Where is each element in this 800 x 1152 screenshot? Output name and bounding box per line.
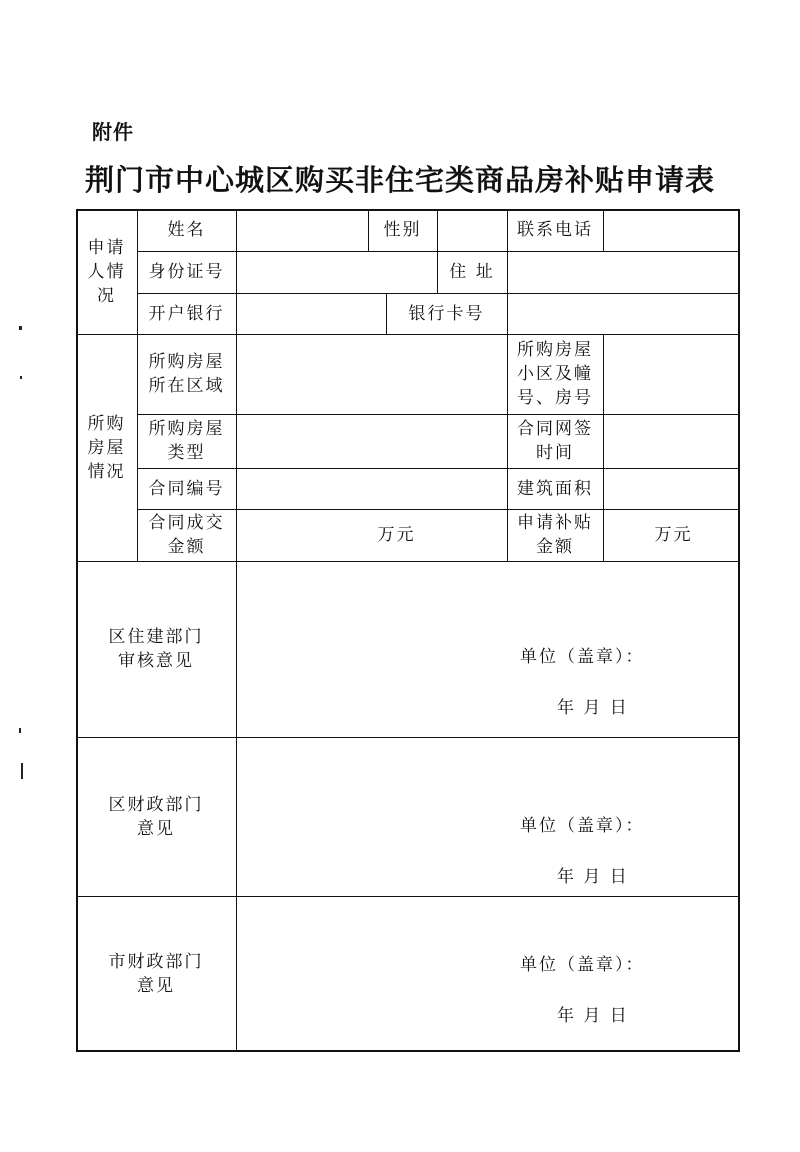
- district-finance-review-label: [76, 737, 236, 896]
- district-housing-review-text: 区住建部门 审核意见: [108, 627, 204, 671]
- district-finance-date-label: 年 月 日: [557, 867, 629, 887]
- subsidy-amount-label: [507, 509, 603, 561]
- card-number-label: [386, 293, 507, 334]
- floor-area-label-text: 建筑面积: [517, 478, 593, 499]
- gender-field[interactable]: [437, 209, 507, 251]
- subsidy-amount-field[interactable]: [603, 509, 740, 561]
- phone-label: [507, 209, 603, 251]
- contract-number-field[interactable]: [236, 468, 507, 509]
- bank-label: [137, 293, 236, 334]
- house-section-label: [76, 334, 137, 561]
- district-housing-date-label: 年 月 日: [557, 698, 629, 718]
- district-label-text: 所购房屋 所在区域: [148, 352, 225, 396]
- contract-number-label-text: 合同编号: [148, 478, 225, 499]
- bank-label-text: 开户银行: [148, 303, 225, 324]
- form-title: 荆门市中心城区购买非住宅类商品房补贴申请表: [84, 163, 715, 197]
- community-label-text: 所购房屋 小区及幢 号、房号: [517, 340, 593, 408]
- sign-time-field[interactable]: [603, 414, 740, 468]
- contract-amount-label: [137, 509, 236, 561]
- attachment-label: 附件: [92, 120, 134, 144]
- scan-speck: [21, 763, 23, 779]
- id-number-label: [137, 251, 236, 293]
- city-finance-review-field[interactable]: [236, 896, 740, 1052]
- city-finance-seal-label: 单位（盖章）：: [520, 955, 645, 975]
- subsidy-amount-unit: 万元: [654, 525, 693, 545]
- house-type-field[interactable]: [236, 414, 507, 468]
- district-housing-seal-label: 单位（盖章）：: [520, 647, 645, 667]
- applicant-section-label: [76, 209, 137, 334]
- card-number-label-text: 银行卡号: [408, 303, 485, 324]
- phone-label-text: 联系电话: [517, 220, 593, 240]
- bank-field[interactable]: [236, 293, 386, 334]
- sign-time-label-text: 合同网签 时间: [517, 419, 593, 463]
- district-field[interactable]: [236, 334, 507, 414]
- scan-speck: [19, 728, 21, 733]
- scan-speck: [20, 376, 22, 379]
- name-label: [137, 209, 236, 251]
- house-type-label-text: 所购房屋 类型: [148, 419, 225, 463]
- scan-speck: [19, 326, 22, 330]
- card-number-field[interactable]: [507, 293, 740, 334]
- district-finance-review-field[interactable]: [236, 737, 740, 896]
- sign-time-label: [507, 414, 603, 468]
- address-field[interactable]: [507, 251, 740, 293]
- city-finance-review-label: [76, 896, 236, 1052]
- district-label: [137, 334, 236, 414]
- name-field[interactable]: [236, 209, 368, 251]
- gender-label-text: 性别: [383, 220, 422, 240]
- floor-area-field[interactable]: [603, 468, 740, 509]
- district-housing-review-label: [76, 561, 236, 737]
- subsidy-amount-label-text: 申请补贴 金额: [517, 513, 593, 557]
- phone-field[interactable]: [603, 209, 740, 251]
- address-label: [437, 251, 507, 293]
- district-housing-review-field[interactable]: [236, 561, 740, 737]
- id-number-label-text: 身份证号: [148, 262, 225, 282]
- name-label-text: 姓名: [167, 220, 206, 240]
- gender-label: [368, 209, 437, 251]
- id-number-field[interactable]: [236, 251, 437, 293]
- city-finance-date-label: 年 月 日: [557, 1006, 629, 1026]
- contract-number-label: [137, 468, 236, 509]
- house-type-label: [137, 414, 236, 468]
- house-section-text: 所购 房屋 情况: [87, 413, 126, 482]
- city-finance-review-text: 市财政部门 意见: [108, 952, 204, 996]
- contract-amount-unit: 万元: [377, 525, 416, 545]
- contract-amount-field[interactable]: [236, 509, 507, 561]
- district-finance-review-text: 区财政部门 意见: [108, 794, 204, 839]
- community-label: [507, 334, 603, 414]
- district-finance-seal-label: 单位（盖章）：: [520, 816, 645, 836]
- community-field[interactable]: [603, 334, 740, 414]
- applicant-section-text: 申请 人情 况: [87, 237, 126, 306]
- contract-amount-label-text: 合同成交 金额: [148, 513, 225, 557]
- floor-area-label: [507, 468, 603, 509]
- address-label-text: 住 址: [449, 262, 495, 282]
